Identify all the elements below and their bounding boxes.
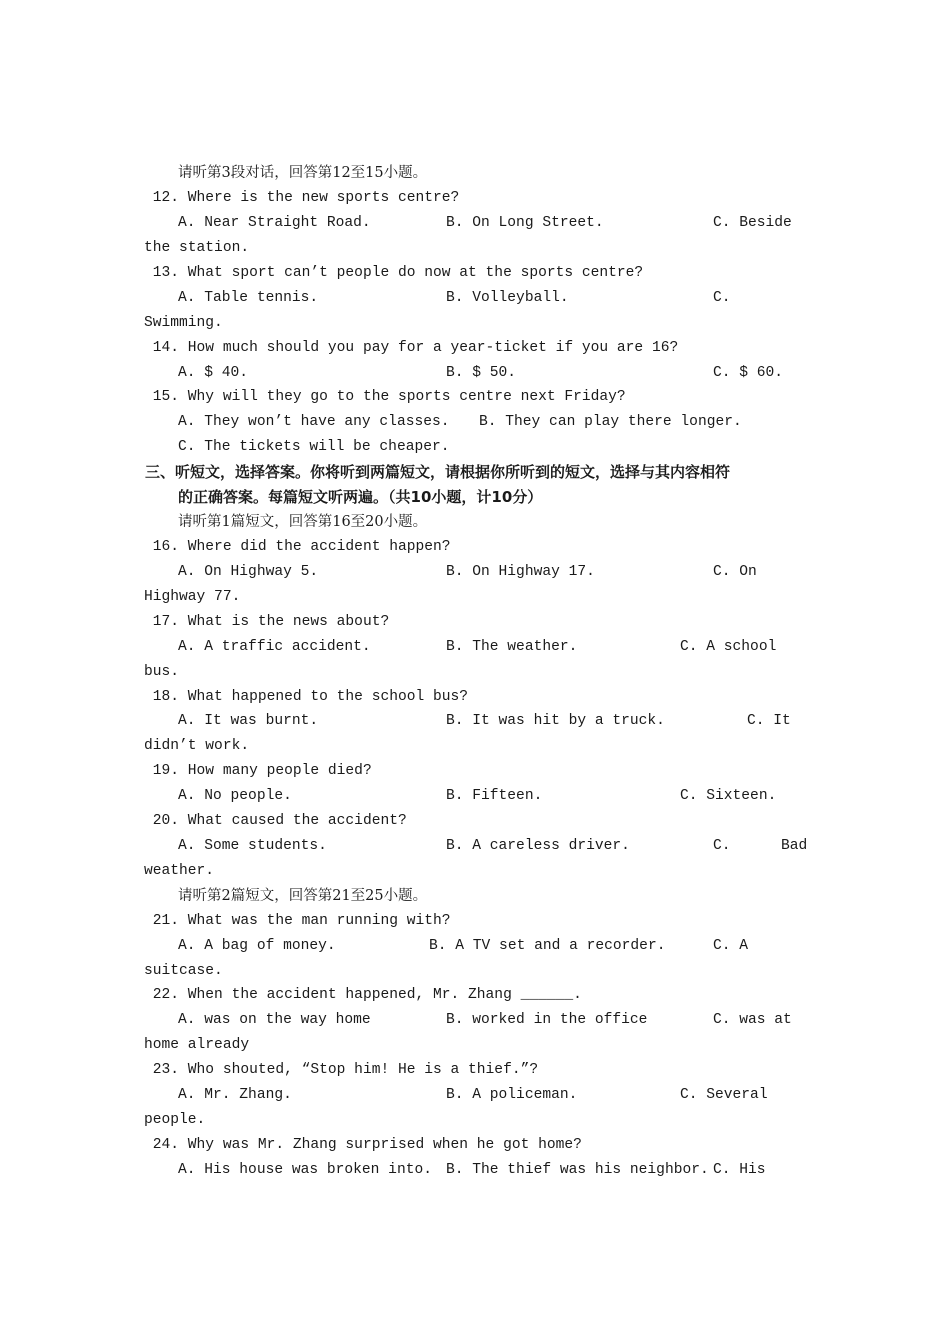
q18-option-b: B. It was hit by a truck. [446, 713, 665, 729]
q17-option-c-cont: bus. [144, 664, 180, 680]
instruction-dialogue-3: 请听第3段对话，回答第12至15小题。 [178, 165, 428, 181]
instruction-passage-1: 请听第1篇短文，回答第16至20小题。 [178, 514, 428, 530]
question-19: 19. How many people died? [144, 763, 372, 779]
q21-option-c-cont: suitcase. [144, 963, 223, 979]
q19-option-c: C. Sixteen. [680, 788, 777, 804]
q14-option-b: B. $ 50. [446, 365, 517, 381]
q22-option-b: B. worked in the office [446, 1012, 648, 1028]
q24-option-b: B. The thief was his neighbor. [446, 1162, 709, 1178]
q23-option-a: A. Mr. Zhang. [178, 1087, 292, 1103]
q18-option-a: A. It was burnt. [178, 713, 319, 729]
q24-option-c: C. His [713, 1162, 766, 1178]
q17-option-b: B. The weather. [446, 639, 578, 655]
q17-option-c: C. A school [680, 639, 777, 655]
q20-option-a: A. Some students. [178, 838, 327, 854]
question-20: 20. What caused the accident? [144, 813, 407, 829]
q24-option-a: A. His house was broken into. [178, 1162, 432, 1178]
question-18: 18. What happened to the school bus? [144, 689, 469, 705]
question-21: 21. What was the man running with? [144, 913, 451, 929]
q20-option-c-word: Bad [781, 838, 808, 854]
question-23: 23. Who shouted, “Stop him! He is a thief.”? [144, 1062, 539, 1078]
q12-option-c: C. Beside [713, 215, 792, 231]
q12-option-c-cont: the station. [144, 240, 250, 256]
q15-option-a: A. They won’t have any classes. [178, 414, 450, 430]
q20-option-c-cont: weather. [144, 863, 215, 879]
question-13: 13. What sport can’t people do now at the sports centre? [144, 265, 644, 281]
q13-option-a: A. Table tennis. [178, 290, 319, 306]
q13-option-c: C. [713, 290, 731, 306]
q14-option-c: C. $ 60. [713, 365, 784, 381]
question-22: 22. When the accident happened, Mr. Zhang ______. [144, 987, 582, 1003]
q12-option-a: A. Near Straight Road. [178, 215, 371, 231]
q19-option-b: B. Fifteen. [446, 788, 543, 804]
q22-option-c-cont: home already [144, 1037, 250, 1053]
q17-option-a: A. A traffic accident. [178, 639, 371, 655]
q20-option-b: B. A careless driver. [446, 838, 630, 854]
question-24: 24. Why was Mr. Zhang surprised when he got home? [144, 1137, 582, 1153]
section-3-heading-cont: 的正确答案。每篇短文听两遍。（共10小题，计10分） [178, 488, 543, 506]
q18-option-c: C. It [747, 713, 791, 729]
q21-option-a: A. A bag of money. [178, 938, 336, 954]
q16-option-a: A. On Highway 5. [178, 564, 319, 580]
question-16: 16. Where did the accident happen? [144, 539, 451, 555]
q21-option-c: C. A [713, 938, 749, 954]
q12-option-b: B. On Long Street. [446, 215, 604, 231]
q16-option-c: C. On [713, 564, 757, 580]
q15-option-c: C. The tickets will be cheaper. [178, 439, 450, 455]
q13-option-c-cont: Swimming. [144, 315, 223, 331]
q18-option-c-cont: didn’t work. [144, 738, 250, 754]
q19-option-a: A. No people. [178, 788, 292, 804]
q22-option-a: A. was on the way home [178, 1012, 371, 1028]
section-3-heading: 三、听短文，选择答案。你将听到两篇短文，请根据你所听到的短文，选择与其内容相符 [145, 463, 731, 481]
q20-option-c: C. [713, 838, 731, 854]
q21-option-b: B. A TV set and a recorder. [429, 938, 666, 954]
q13-option-b: B. Volleyball. [446, 290, 569, 306]
question-15: 15. Why will they go to the sports centre next Friday? [144, 389, 626, 405]
instruction-passage-2: 请听第2篇短文，回答第21至25小题。 [178, 888, 428, 904]
q23-option-c: C. Several [680, 1087, 768, 1103]
q23-option-b: B. A policeman. [446, 1087, 578, 1103]
question-17: 17. What is the news about? [144, 614, 390, 630]
q14-option-a: A. $ 40. [178, 365, 249, 381]
q16-option-b: B. On Highway 17. [446, 564, 595, 580]
q16-option-c-cont: Highway 77. [144, 589, 241, 605]
question-14: 14. How much should you pay for a year-ticket if you are 16? [144, 340, 679, 356]
q15-option-b: B. They can play there longer. [479, 414, 742, 430]
question-12: 12. Where is the new sports centre? [144, 190, 460, 206]
q22-option-c: C. was at [713, 1012, 792, 1028]
q23-option-c-cont: people. [144, 1112, 206, 1128]
